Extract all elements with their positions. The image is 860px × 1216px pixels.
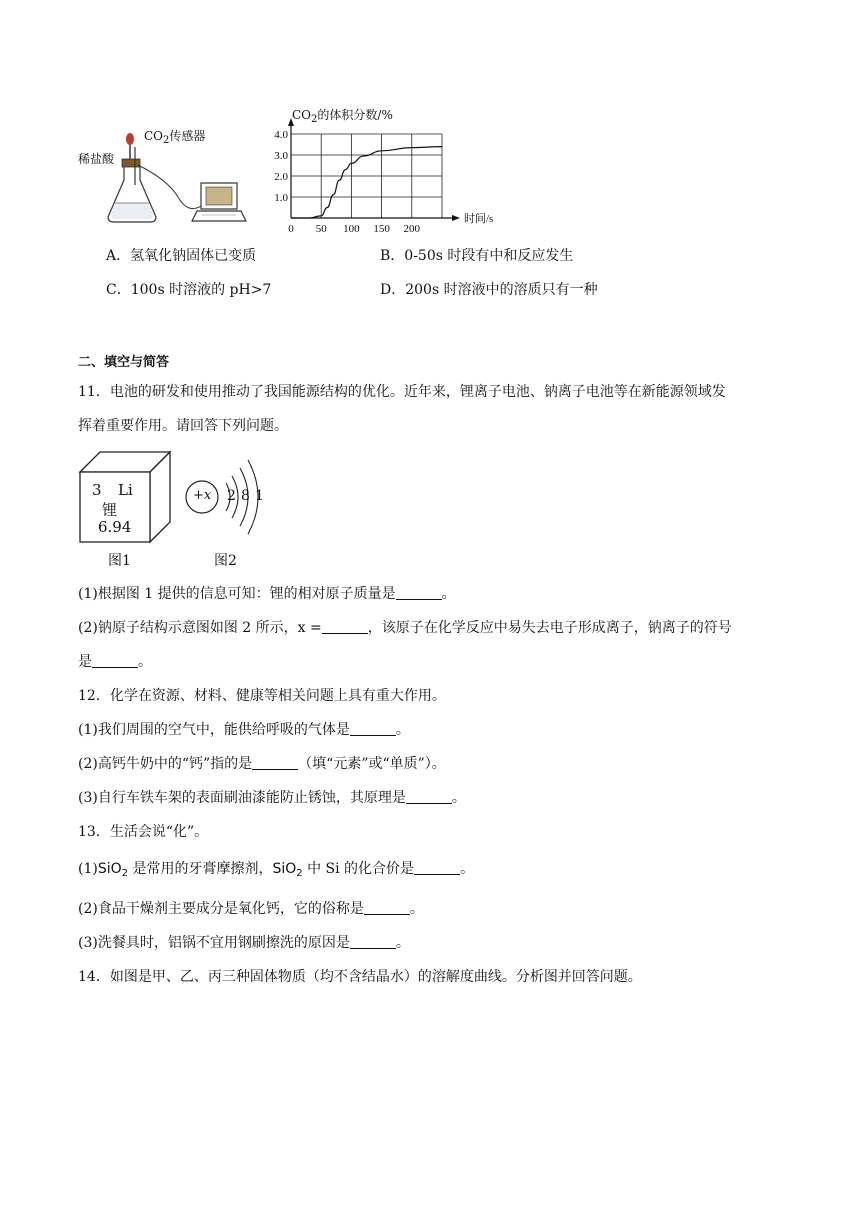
y-tick-label: 4.0 <box>274 129 288 141</box>
q11-part1: (1)根据图 1 提供的信息可知：锂的相对原子质量是 。 <box>78 586 456 602</box>
q11-part2: (2)钠原子结构示意图如图 2 所示，x = ，该原子在化学反应中易失去电子形成离子，钠离子的符号 <box>78 620 732 636</box>
series-line <box>291 147 442 218</box>
q13-part2: (2)食品干燥剂主要成分是氧化钙，它的俗称是 。 <box>78 901 424 917</box>
x-axis-arrow <box>452 215 460 221</box>
apparatus-figure <box>78 125 258 230</box>
q10-option-a: A．氢氧化钠固体已变质 <box>106 248 257 264</box>
q11-stem-line1: 11．电池的研发和使用推动了我国能源结构的优化。近年来，锂离子电池、钠离子电池等在新能源领域发 <box>78 384 726 400</box>
shell-1-count: 2 <box>227 488 236 504</box>
element-number: 3 <box>92 481 102 499</box>
answer-blank[interactable] <box>350 721 396 736</box>
x-tick-label: 100 <box>343 223 360 235</box>
q13-part1: (1)SiO$_2$ 是常用的牙膏摩擦剂，SiO$_2$ 中 Si 的化合价是 。 <box>78 861 475 879</box>
formula-sio2: SiO$_2$ <box>97 861 129 879</box>
element-cube-figure <box>78 450 178 570</box>
q11-stem-line2: 挥着重要作用。请回答下列问题。 <box>78 418 288 434</box>
q10-option-b: B．0-50s 时段有中和反应发生 <box>380 248 574 264</box>
fig2-caption: 图2 <box>214 553 237 569</box>
section-heading: 二、填空与简答 <box>78 355 170 370</box>
answer-blank[interactable] <box>396 585 442 600</box>
q12-part1: (1)我们周围的空气中，能供给呼吸的气体是 。 <box>78 722 410 738</box>
answer-blank[interactable] <box>322 619 368 634</box>
element-symbol: Li <box>118 481 133 499</box>
answer-blank[interactable] <box>92 653 138 668</box>
element-mass: 6.94 <box>98 518 132 536</box>
x-tick-label: 200 <box>403 223 421 235</box>
acid-label: 稀盐酸 <box>78 152 115 166</box>
element-name: 锂 <box>102 501 118 519</box>
q10-option-d: D．200s 时溶液中的溶质只有一种 <box>380 282 598 298</box>
y-tick-label: 1.0 <box>274 192 288 204</box>
nucleus-charge: +x <box>193 488 212 503</box>
q12-part2: (2)高钙牛奶中的“钙”指的是 （填“元素”或“单质”）。 <box>78 756 446 772</box>
q13-stem: 13．生活会说“化”。 <box>78 824 209 840</box>
answer-blank[interactable] <box>364 900 410 915</box>
shell-3-count: 1 <box>255 488 264 504</box>
co2-chart <box>262 106 494 236</box>
x-tick-label: 0 <box>288 223 294 235</box>
q11-part2-line2: 是 。 <box>78 654 152 670</box>
atom-structure-figure <box>182 450 282 570</box>
fig1-caption: 图1 <box>108 553 131 569</box>
co2-chart-svg <box>262 106 494 236</box>
answer-blank[interactable] <box>414 860 460 875</box>
shell-2-count: 8 <box>241 488 250 504</box>
chart-ylabel: $CO_2$的体积分数/% <box>292 108 393 125</box>
answer-blank[interactable] <box>350 934 396 949</box>
answer-blank[interactable] <box>406 789 452 804</box>
x-tick-label: 50 <box>315 223 327 235</box>
x-tick-label: 150 <box>373 223 390 235</box>
q13-part3: (3)洗餐具时，铝锅不宜用钢刷擦洗的原因是 。 <box>78 935 410 951</box>
q10-option-c: C．100s 时溶液的 pH>7 <box>106 282 272 298</box>
x-axis-label: 时间/s <box>464 213 494 225</box>
answer-blank[interactable] <box>252 755 298 770</box>
y-tick-label: 3.0 <box>274 150 288 162</box>
sensor-label: $CO_2$传感器 <box>144 129 206 146</box>
q12-stem: 12．化学在资源、材料、健康等相关问题上具有重大作用。 <box>78 688 446 704</box>
q12-part3: (3)自行车铁车架的表面刷油漆能防止锈蚀，其原理是 。 <box>78 790 466 806</box>
q14-stem: 14．如图是甲、乙、丙三种固体物质（均不含结晶水）的溶解度曲线。分析图并回答问题。 <box>78 969 642 985</box>
formula-sio2: SiO$_2$ <box>272 861 303 879</box>
y-tick-label: 2.0 <box>274 171 288 183</box>
